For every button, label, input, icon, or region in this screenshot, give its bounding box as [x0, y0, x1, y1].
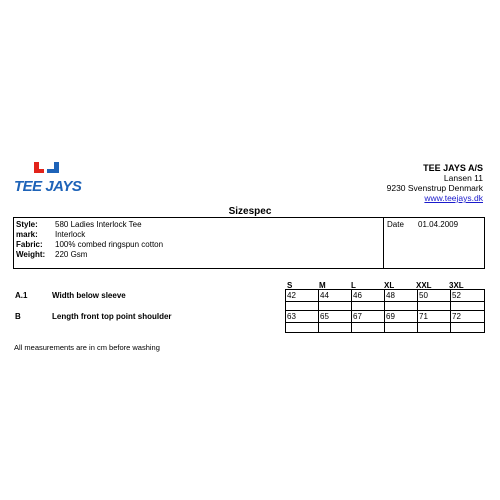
product-info-box [13, 217, 485, 269]
table-spacer-cell [450, 322, 485, 333]
table-spacer-cell [417, 322, 451, 333]
table-spacer-cell [318, 322, 352, 333]
size-header-s: S [287, 281, 293, 290]
info-label: mark: [16, 230, 38, 239]
info-value: 220 Gsm [55, 250, 88, 259]
table-cell: 72 [450, 310, 485, 323]
info-value: Interlock [55, 230, 86, 239]
table-cell: 46 [351, 289, 385, 302]
measurement-name: Length front top point shoulder [52, 312, 172, 321]
table-cell: 69 [384, 310, 418, 323]
measurement-code: B [15, 312, 21, 321]
info-value: 100% combed ringspun cotton [55, 240, 164, 249]
table-cell: 63 [285, 310, 319, 323]
date-value: 01.04.2009 [418, 220, 459, 229]
table-cell: 67 [351, 310, 385, 323]
logo-mark [14, 160, 94, 194]
table-cell: 52 [450, 289, 485, 302]
info-label: Style: [16, 220, 38, 229]
info-value: 580 Ladies Interlock Tee [55, 220, 142, 229]
logo-text: TEE JAYS [14, 178, 82, 194]
table-spacer-cell [384, 322, 418, 333]
size-header-xxl: XXL [416, 281, 432, 290]
info-label: Fabric: [16, 240, 43, 249]
footnote: All measurements are in cm before washing [14, 343, 160, 352]
table-spacer-cell [351, 322, 385, 333]
company-name: TEE JAYS A/S [423, 163, 483, 173]
company-city: 9230 Svenstrup Denmark [386, 183, 483, 193]
table-cell: 44 [318, 289, 352, 302]
size-table [285, 289, 485, 333]
size-header-xl: XL [384, 281, 395, 290]
info-box-divider [383, 218, 384, 268]
table-cell: 48 [384, 289, 418, 302]
table-spacer-cell [285, 322, 319, 333]
company-website-link[interactable]: www.teejays.dk [424, 193, 483, 203]
size-header-3xl: 3XL [449, 281, 464, 290]
tee-jays-logo [14, 160, 94, 194]
table-cell: 42 [285, 289, 319, 302]
page-title: Sizespec [228, 206, 272, 217]
company-address [387, 163, 483, 203]
table-cell: 65 [318, 310, 352, 323]
table-cell: 50 [417, 289, 451, 302]
info-label: Weight: [16, 250, 46, 259]
date-label: Date [387, 220, 404, 229]
measurement-name: Width below sleeve [52, 291, 126, 300]
measurement-code: A.1 [15, 291, 28, 300]
size-header-m: M [319, 281, 326, 290]
size-header-l: L [351, 281, 356, 290]
company-street: Lansen 11 [443, 173, 483, 183]
table-cell: 71 [417, 310, 451, 323]
